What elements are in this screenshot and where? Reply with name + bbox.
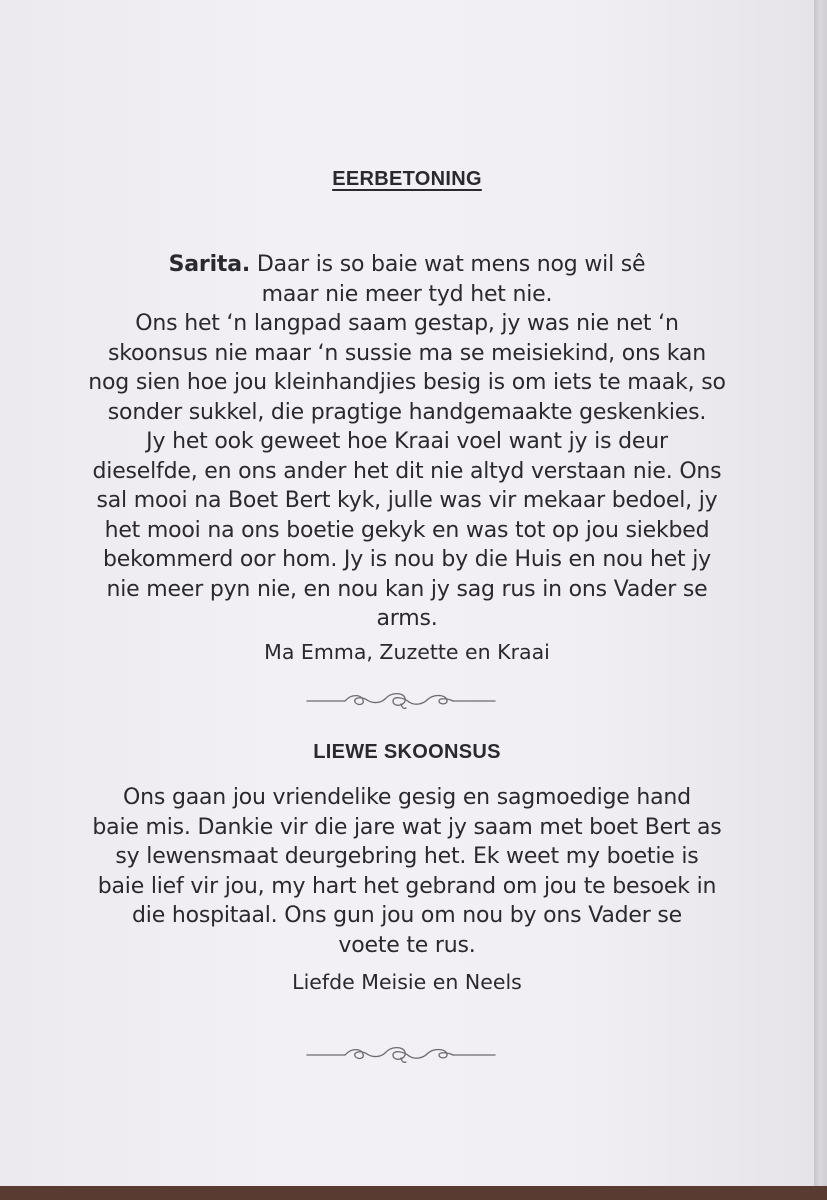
text-line: nog sien hoe jou kleinhandjies besig is om iets te maak, so: [88, 370, 726, 395]
text-line: sy lewensmaat deurgebring het. Ek weet my boetie is: [115, 844, 699, 869]
text-line: arms.: [376, 606, 438, 631]
text-line: dieselfde, en ons ander het dit nie altyd verstaan nie. Ons: [92, 458, 722, 484]
tribute-name: Sarita.: [168, 252, 251, 277]
message-signature: Liefde Meisie en Neels: [292, 970, 522, 994]
text-line: Ons het ‘n langpad saam gestap, jy was nie net ‘n: [135, 311, 679, 336]
text-line: het mooi na ons boetie gekyk en was tot op jou siekbed: [104, 517, 710, 543]
text-line: Ons gaan jou vriendelike gesig en sagmoedige hand: [123, 785, 691, 810]
text-line: sonder sukkel, die pragtige handgemaakte geskenkies.: [107, 399, 707, 425]
section-heading-eerbetoning: EERBETONING: [332, 168, 482, 190]
tribute-paragraph: [40, 250, 774, 634]
page-edge: [814, 0, 827, 1200]
tribute-signature: Ma Emma, Zuzette en Kraai: [264, 640, 550, 664]
text-line: sal mooi na Boet Bert kyk, julle was vir mekaar bedoel, jy: [96, 488, 718, 513]
text-line: Sarita. Daar is so baie wat mens nog wil sê: [168, 252, 646, 277]
table-surface: [0, 1186, 827, 1200]
flourish-divider-icon: [305, 688, 497, 712]
flourish-divider-icon: [305, 1042, 497, 1066]
text-line: baie lief vir jou, my hart het gebrand om jou te besoek in: [97, 873, 717, 899]
text-line: baie mis. Dankie vir die jare wat jy saam met boet Bert as: [92, 814, 722, 840]
text-line: nie meer pyn nie, en nou kan jy sag rus in ons Vader se: [106, 576, 708, 602]
section-heading-liewe-skoonsus: LIEWE SKOONSUS: [313, 741, 501, 763]
text-line: maar nie meer tyd het nie.: [261, 281, 553, 307]
text-line: die hospitaal. Ons gun jou om nou by ons Vader se: [132, 903, 682, 928]
text-line: bekommerd oor hom. Jy is nou by die Huis en nou het jy: [103, 547, 711, 572]
text-line: skoonsus nie maar ‘n sussie ma se meisiekind, ons kan: [108, 340, 706, 366]
text-line: voete te rus.: [338, 932, 476, 958]
message-paragraph: [40, 783, 774, 960]
text-line: Jy het ook geweet hoe Kraai voel want jy is deur: [146, 429, 668, 454]
